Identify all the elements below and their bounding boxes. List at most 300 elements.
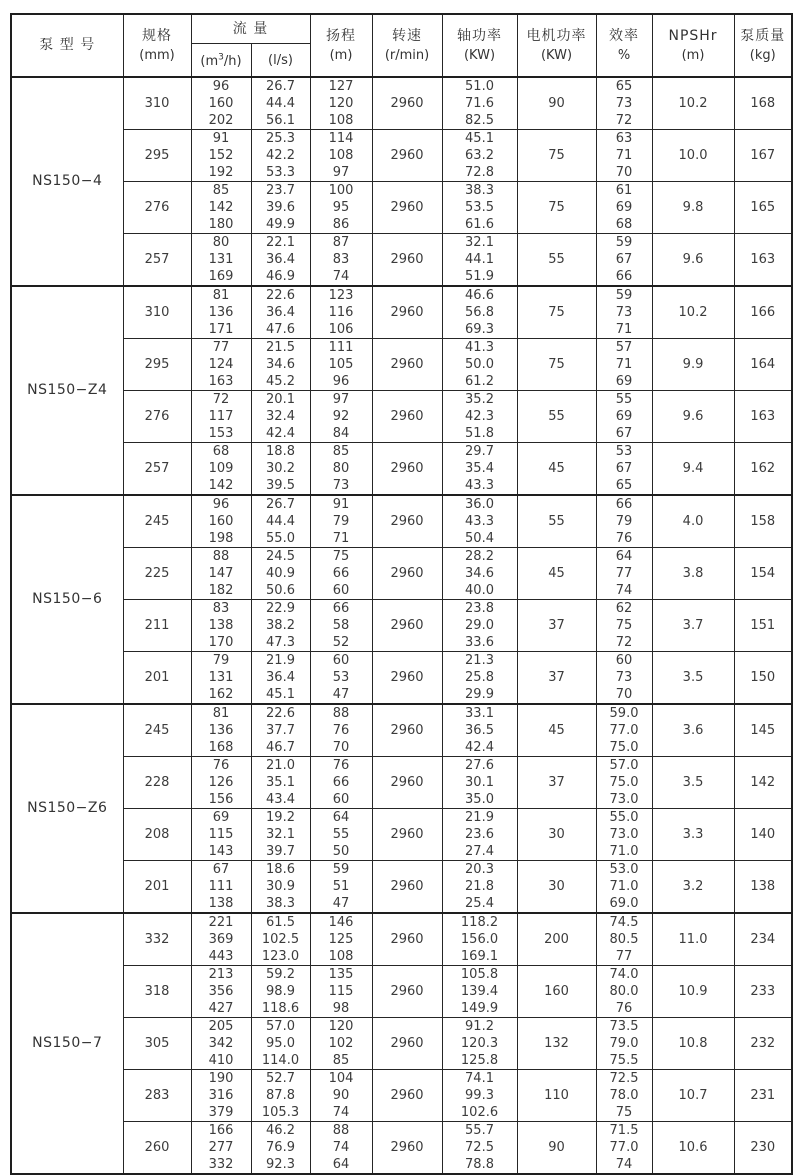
cell-line: 142: [208, 478, 234, 493]
cell-line: 50.4: [465, 531, 494, 546]
table-row: [11, 443, 792, 496]
cell-line: 118.6: [261, 1001, 300, 1016]
cell-line: 29.7: [465, 444, 494, 459]
cell-line: 22.6: [266, 706, 295, 721]
cell-line: 80: [212, 235, 230, 250]
cell-line: 81: [212, 288, 230, 303]
cell-line: 59: [615, 288, 633, 303]
header-head: 扬程 (m): [310, 14, 372, 77]
cell-motor-power: 37: [517, 757, 596, 809]
cell-spec: 305: [123, 1018, 191, 1070]
cell-line: 25.8: [465, 670, 494, 685]
cell-line: 160: [208, 96, 234, 111]
cell-line: 97: [332, 165, 350, 180]
cell-line: 45.1: [266, 687, 295, 702]
cell-line: 49.9: [266, 217, 295, 232]
table-row: [11, 234, 792, 287]
cell-flow-m3h: [191, 391, 251, 443]
cell-line: 42.2: [266, 148, 295, 163]
cell-spec: 257: [123, 443, 191, 496]
cell-line: 163: [208, 374, 234, 389]
cell-line: 18.6: [266, 862, 295, 877]
table-row: [11, 130, 792, 182]
cell-efficiency: [596, 704, 652, 757]
cell-line: 138: [208, 896, 234, 911]
cell-line: 35.2: [465, 392, 494, 407]
cell-line: 46.2: [266, 1123, 295, 1138]
cell-line: 74: [332, 1105, 350, 1120]
cell-speed: 2960: [372, 1018, 442, 1070]
cell-shaft-power: [442, 1018, 517, 1070]
cell-flow-ls: [251, 966, 310, 1018]
cell-line: 180: [208, 217, 234, 232]
cell-head: [310, 1122, 372, 1175]
cell-npshr: 3.3: [652, 809, 734, 861]
cell-line: 125: [328, 932, 354, 947]
cell-line: 85: [212, 183, 230, 198]
cell-motor-power: 110: [517, 1070, 596, 1122]
cell-line: 78.0: [609, 1088, 639, 1103]
cell-line: 221: [208, 915, 234, 930]
cell-line: 131: [208, 252, 234, 267]
cell-line: 25.4: [465, 896, 494, 911]
header-flow-ls: (l/s): [251, 44, 310, 78]
cell-line: 85: [332, 444, 350, 459]
cell-line: 19.2: [266, 810, 295, 825]
cell-head: [310, 861, 372, 914]
cell-line: 86: [332, 217, 350, 232]
cell-line: 58: [332, 618, 350, 633]
cell-spec: 318: [123, 966, 191, 1018]
cell-pump-mass: 145: [734, 704, 792, 757]
cell-spec: 201: [123, 861, 191, 914]
cell-line: 30.9: [266, 879, 295, 894]
cell-line: 123: [328, 288, 354, 303]
cell-line: 67: [615, 461, 633, 476]
cell-line: 79.0: [609, 1036, 639, 1051]
cell-line: 111: [208, 879, 234, 894]
cell-flow-ls: [251, 1018, 310, 1070]
cell-shaft-power: [442, 861, 517, 914]
cell-line: 182: [208, 583, 234, 598]
cell-flow-m3h: [191, 77, 251, 130]
cell-line: 56.8: [465, 305, 494, 320]
cell-efficiency: [596, 966, 652, 1018]
cell-line: 69: [212, 810, 230, 825]
cell-pump-model: NS150−7: [11, 913, 123, 1174]
cell-line: 62: [615, 601, 633, 616]
cell-spec: 295: [123, 339, 191, 391]
cell-flow-ls: [251, 77, 310, 130]
cell-flow-ls: [251, 548, 310, 600]
cell-line: 76: [212, 758, 230, 773]
cell-pump-mass: 158: [734, 495, 792, 548]
cell-line: 60: [615, 653, 633, 668]
cell-line: 66: [332, 775, 350, 790]
cell-pump-mass: 138: [734, 861, 792, 914]
cell-flow-ls: [251, 234, 310, 287]
table-row: [11, 652, 792, 705]
cell-spec: 245: [123, 495, 191, 548]
cell-line: 162: [208, 687, 234, 702]
cell-efficiency: [596, 77, 652, 130]
cell-line: 64: [332, 810, 350, 825]
cell-speed: 2960: [372, 913, 442, 966]
cell-npshr: 9.9: [652, 339, 734, 391]
cell-line: 76: [615, 531, 633, 546]
cell-head: [310, 757, 372, 809]
cell-line: 72.5: [609, 1071, 639, 1086]
header-flow: 流 量: [191, 14, 310, 44]
cell-line: 23.7: [266, 183, 295, 198]
table-row: [11, 286, 792, 339]
cell-efficiency: [596, 652, 652, 705]
cell-line: 39.7: [266, 844, 295, 859]
cell-line: 65: [615, 478, 633, 493]
cell-motor-power: 75: [517, 339, 596, 391]
cell-npshr: 3.5: [652, 757, 734, 809]
cell-line: 69: [615, 200, 633, 215]
cell-pump-model: NS150−Z6: [11, 704, 123, 913]
cell-shaft-power: [442, 234, 517, 287]
cell-line: 51.8: [465, 426, 494, 441]
cell-line: 66: [615, 269, 633, 284]
cell-line: 114: [328, 131, 354, 146]
cell-line: 28.2: [465, 549, 494, 564]
cell-line: 67: [615, 252, 633, 267]
cell-flow-m3h: [191, 234, 251, 287]
cell-shaft-power: [442, 704, 517, 757]
cell-motor-power: 90: [517, 77, 596, 130]
cell-line: 71.6: [465, 96, 494, 111]
cell-line: 23.6: [465, 827, 494, 842]
cell-line: 35.4: [465, 461, 494, 476]
cell-line: 156.0: [460, 932, 499, 947]
cell-speed: 2960: [372, 704, 442, 757]
cell-pump-mass: 150: [734, 652, 792, 705]
cell-efficiency: [596, 757, 652, 809]
cell-pump-model: NS150−Z4: [11, 286, 123, 495]
cell-head: [310, 391, 372, 443]
cell-line: 90: [332, 1088, 350, 1103]
cell-line: 55.0: [609, 810, 639, 825]
cell-motor-power: 90: [517, 1122, 596, 1175]
cell-pump-mass: 230: [734, 1122, 792, 1175]
cell-line: 83: [212, 601, 230, 616]
cell-line: 120: [328, 1019, 354, 1034]
cell-line: 51.0: [465, 79, 494, 94]
cell-head: [310, 652, 372, 705]
cell-flow-ls: [251, 495, 310, 548]
cell-motor-power: 45: [517, 704, 596, 757]
cell-spec: 310: [123, 286, 191, 339]
cell-line: 42.4: [266, 426, 295, 441]
cell-pump-mass: 142: [734, 757, 792, 809]
table-row: [11, 548, 792, 600]
cell-head: [310, 286, 372, 339]
cell-line: 109: [208, 461, 234, 476]
cell-line: 38.3: [266, 896, 295, 911]
cell-flow-m3h: [191, 443, 251, 496]
cell-line: 70: [332, 740, 350, 755]
cell-line: 66: [615, 497, 633, 512]
cell-line: 81: [212, 706, 230, 721]
cell-line: 73: [615, 670, 633, 685]
cell-flow-m3h: [191, 966, 251, 1018]
cell-motor-power: 37: [517, 652, 596, 705]
cell-line: 213: [208, 967, 234, 982]
cell-line: 20.1: [266, 392, 295, 407]
cell-line: 120.3: [460, 1036, 499, 1051]
cell-shaft-power: [442, 757, 517, 809]
cell-line: 45.2: [266, 374, 295, 389]
pump-spec-table: [10, 13, 793, 1175]
cell-line: 75.5: [609, 1053, 639, 1068]
cell-line: 99.3: [465, 1088, 494, 1103]
cell-line: 64: [332, 1157, 350, 1172]
cell-npshr: 4.0: [652, 495, 734, 548]
cell-line: 21.8: [465, 879, 494, 894]
cell-line: 77.0: [609, 723, 639, 738]
cell-flow-m3h: [191, 600, 251, 652]
cell-line: 30.2: [266, 461, 295, 476]
cell-shaft-power: [442, 1122, 517, 1175]
cell-npshr: 11.0: [652, 913, 734, 966]
cell-flow-ls: [251, 1122, 310, 1175]
cell-head: [310, 913, 372, 966]
cell-line: 26.7: [266, 79, 295, 94]
cell-line: 55.7: [465, 1123, 494, 1138]
cell-line: 379: [208, 1105, 234, 1120]
cell-head: [310, 77, 372, 130]
cell-shaft-power: [442, 652, 517, 705]
cell-shaft-power: [442, 495, 517, 548]
cell-line: 146: [328, 915, 354, 930]
header-npshr: NPSHr (m): [652, 14, 734, 77]
cell-head: [310, 234, 372, 287]
cell-line: 205: [208, 1019, 234, 1034]
cell-line: 114.0: [261, 1053, 300, 1068]
cell-pump-mass: 163: [734, 391, 792, 443]
cell-line: 53.5: [465, 200, 494, 215]
cell-line: 42.3: [465, 409, 494, 424]
cell-line: 67: [615, 426, 633, 441]
cell-shaft-power: [442, 443, 517, 496]
cell-line: 91.2: [465, 1019, 494, 1034]
cell-line: 77: [615, 949, 633, 964]
cell-spec: 332: [123, 913, 191, 966]
cell-line: 66: [332, 566, 350, 581]
cell-line: 143: [208, 844, 234, 859]
cell-motor-power: 45: [517, 443, 596, 496]
cell-flow-ls: [251, 704, 310, 757]
cell-line: 73.5: [609, 1019, 639, 1034]
cell-line: 26.7: [266, 497, 295, 512]
cell-line: 70: [615, 165, 633, 180]
cell-pump-mass: 168: [734, 77, 792, 130]
cell-speed: 2960: [372, 234, 442, 287]
cell-line: 32.4: [266, 409, 295, 424]
cell-line: 22.9: [266, 601, 295, 616]
cell-flow-m3h: [191, 861, 251, 914]
cell-line: 46.7: [266, 740, 295, 755]
cell-flow-ls: [251, 182, 310, 234]
cell-line: 106: [328, 322, 354, 337]
cell-speed: 2960: [372, 130, 442, 182]
cell-line: 61.5: [266, 915, 295, 930]
cell-shaft-power: [442, 182, 517, 234]
cell-shaft-power: [442, 966, 517, 1018]
cell-line: 40.9: [266, 566, 295, 581]
table-header: [11, 14, 792, 77]
cell-line: 88: [212, 549, 230, 564]
cell-line: 24.5: [266, 549, 295, 564]
cell-line: 59: [332, 862, 350, 877]
table-row: [11, 704, 792, 757]
cell-pump-mass: 167: [734, 130, 792, 182]
cell-motor-power: 75: [517, 130, 596, 182]
cell-line: 123.0: [261, 949, 300, 964]
cell-pump-mass: 231: [734, 1070, 792, 1122]
cell-pump-mass: 163: [734, 234, 792, 287]
cell-flow-ls: [251, 130, 310, 182]
cell-line: 68: [615, 217, 633, 232]
header-spec: 规格 (mm): [123, 14, 191, 77]
cell-efficiency: [596, 600, 652, 652]
cell-shaft-power: [442, 600, 517, 652]
cell-motor-power: 160: [517, 966, 596, 1018]
cell-line: 37.7: [266, 723, 295, 738]
cell-line: 88: [332, 706, 350, 721]
cell-line: 111: [328, 340, 354, 355]
cell-line: 131: [208, 670, 234, 685]
cell-line: 22.6: [266, 288, 295, 303]
table-row: [11, 1070, 792, 1122]
cell-motor-power: 132: [517, 1018, 596, 1070]
header-efficiency: 效率 %: [596, 14, 652, 77]
cell-line: 61.2: [465, 374, 494, 389]
cell-line: 80: [332, 461, 350, 476]
cell-line: 63.2: [465, 148, 494, 163]
cell-line: 169.1: [460, 949, 499, 964]
cell-line: 92: [332, 409, 350, 424]
cell-npshr: 10.2: [652, 77, 734, 130]
cell-line: 39.6: [266, 200, 295, 215]
cell-flow-ls: [251, 600, 310, 652]
cell-efficiency: [596, 443, 652, 496]
table-row: [11, 913, 792, 966]
cell-line: 85: [332, 1053, 350, 1068]
cell-line: 91: [332, 497, 350, 512]
cell-motor-power: 75: [517, 182, 596, 234]
cell-line: 34.6: [465, 566, 494, 581]
cell-motor-power: 200: [517, 913, 596, 966]
cell-flow-m3h: [191, 757, 251, 809]
cell-line: 53: [615, 444, 633, 459]
cell-efficiency: [596, 809, 652, 861]
cell-flow-ls: [251, 652, 310, 705]
table-row: [11, 966, 792, 1018]
cell-flow-m3h: [191, 182, 251, 234]
cell-line: 147: [208, 566, 234, 581]
cell-line: 70: [615, 687, 633, 702]
cell-spec: 208: [123, 809, 191, 861]
cell-line: 92.3: [266, 1157, 295, 1172]
cell-spec: 225: [123, 548, 191, 600]
cell-line: 80.5: [609, 932, 639, 947]
cell-pump-model: NS150−4: [11, 77, 123, 286]
cell-line: 75.0: [609, 740, 639, 755]
cell-line: 98.9: [266, 984, 295, 999]
cell-line: 102.6: [460, 1105, 499, 1120]
cell-line: 59: [615, 235, 633, 250]
cell-pump-mass: 154: [734, 548, 792, 600]
cell-line: 40.0: [465, 583, 494, 598]
cell-speed: 2960: [372, 495, 442, 548]
cell-flow-m3h: [191, 286, 251, 339]
header-shaft-power: 轴功率 (KW): [442, 14, 517, 77]
cell-flow-ls: [251, 1070, 310, 1122]
cell-pump-mass: 164: [734, 339, 792, 391]
cell-line: 45.1: [465, 131, 494, 146]
cell-line: 43.4: [266, 792, 295, 807]
cell-line: 63: [615, 131, 633, 146]
cell-flow-m3h: [191, 495, 251, 548]
cell-line: 95: [332, 200, 350, 215]
cell-motor-power: 75: [517, 286, 596, 339]
cell-line: 84: [332, 426, 350, 441]
cell-line: 316: [208, 1088, 234, 1103]
cell-flow-ls: [251, 286, 310, 339]
cell-spec: 228: [123, 757, 191, 809]
cell-line: 50.0: [465, 357, 494, 372]
cell-speed: 2960: [372, 1070, 442, 1122]
cell-line: 75: [615, 1105, 633, 1120]
cell-line: 36.4: [266, 670, 295, 685]
cell-spec: 211: [123, 600, 191, 652]
cell-line: 20.3: [465, 862, 494, 877]
cell-line: 60: [332, 792, 350, 807]
cell-line: 356: [208, 984, 234, 999]
cell-line: 25.3: [266, 131, 295, 146]
cell-line: 96: [212, 79, 230, 94]
cell-flow-m3h: [191, 652, 251, 705]
cell-line: 79: [615, 514, 633, 529]
cell-line: 56.1: [266, 113, 295, 128]
cell-line: 170: [208, 635, 234, 650]
cell-efficiency: [596, 495, 652, 548]
cell-line: 33.1: [465, 706, 494, 721]
cell-line: 72.8: [465, 165, 494, 180]
cell-line: 39.5: [266, 478, 295, 493]
cell-line: 77: [615, 566, 633, 581]
cell-speed: 2960: [372, 443, 442, 496]
cell-line: 71.5: [609, 1123, 639, 1138]
cell-line: 21.9: [266, 653, 295, 668]
cell-line: 76: [332, 758, 350, 773]
cell-speed: 2960: [372, 77, 442, 130]
cell-spec: 310: [123, 77, 191, 130]
cell-line: 73.0: [609, 827, 639, 842]
cell-line: 71.0: [609, 844, 639, 859]
cell-pump-mass: 233: [734, 966, 792, 1018]
cell-flow-m3h: [191, 1018, 251, 1070]
cell-flow-ls: [251, 391, 310, 443]
cell-line: 71: [615, 357, 633, 372]
cell-line: 51.9: [465, 269, 494, 284]
table-row: [11, 1122, 792, 1175]
cell-motor-power: 30: [517, 861, 596, 914]
